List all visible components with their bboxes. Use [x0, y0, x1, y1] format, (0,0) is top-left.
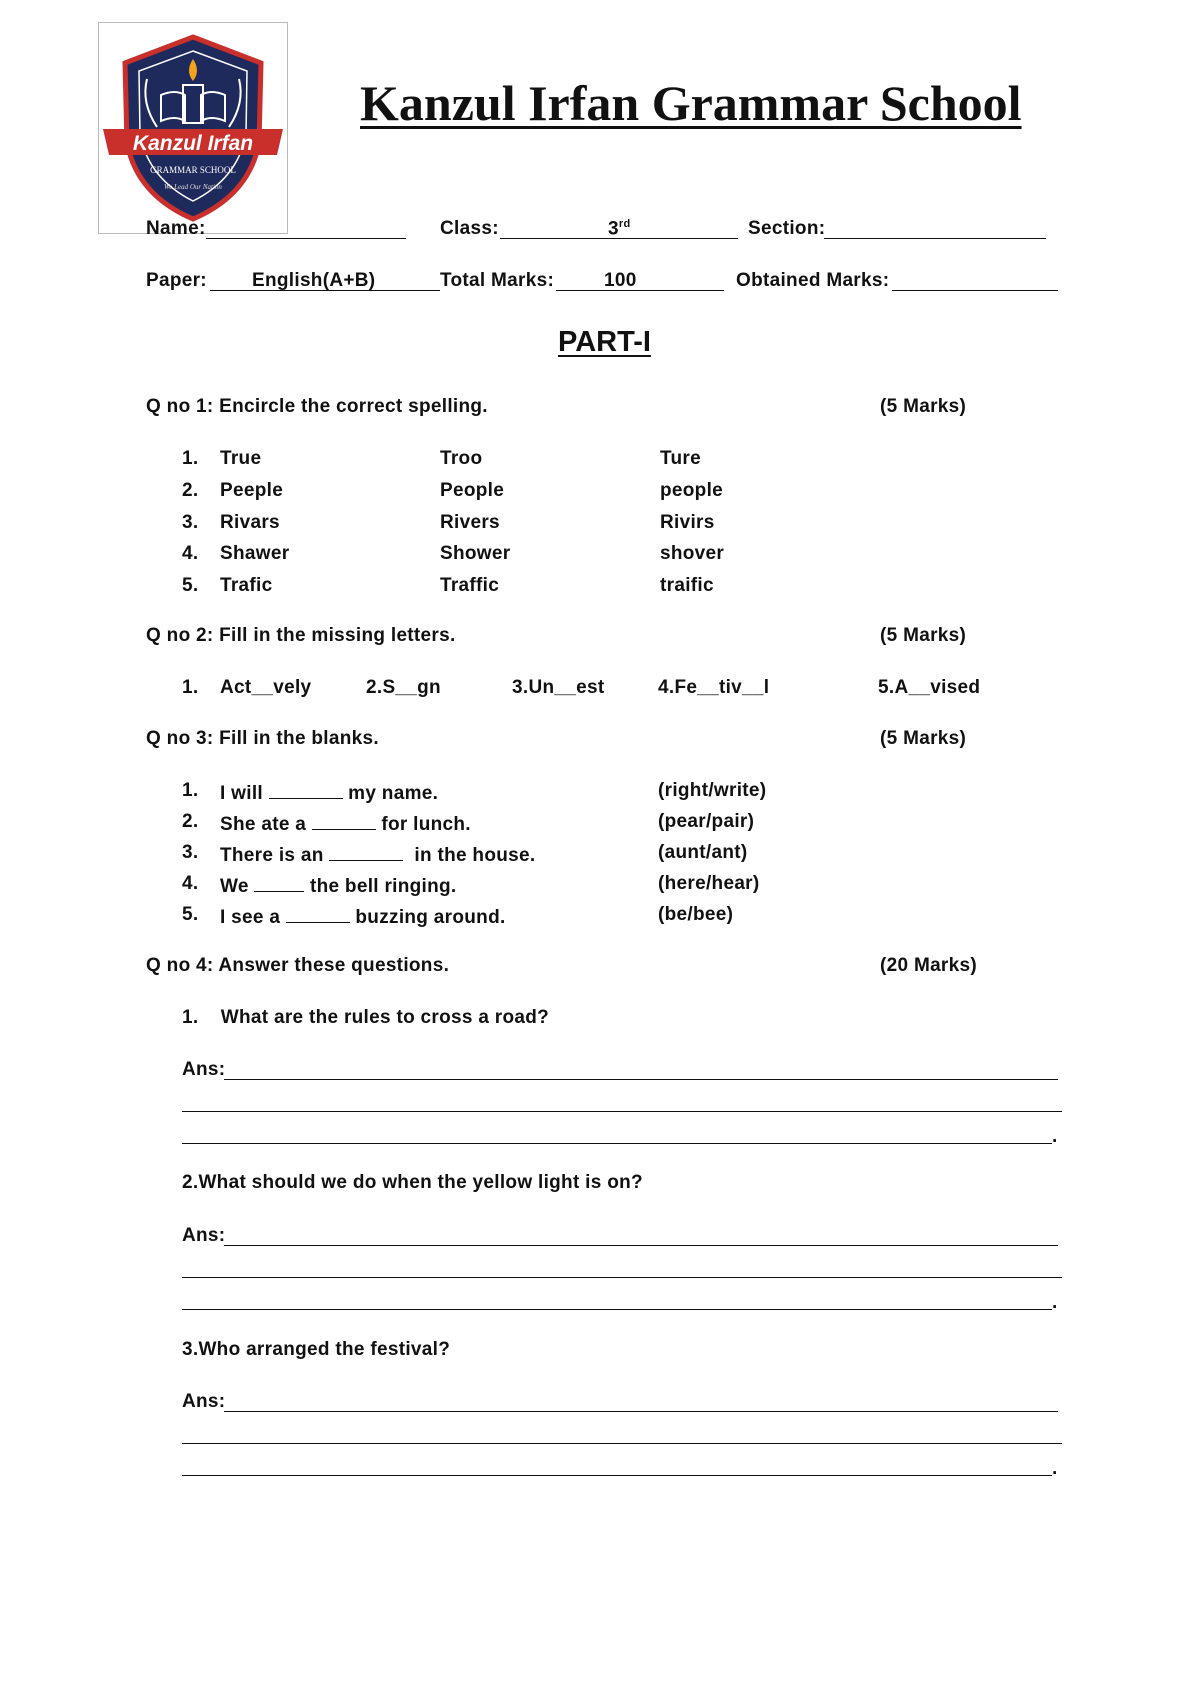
- name-label: Name:: [146, 218, 206, 239]
- school-crest-icon: [99, 23, 287, 233]
- answer-line[interactable]: [224, 1079, 1058, 1080]
- q3-title: Q no 3: Fill in the blanks.: [146, 728, 379, 749]
- q3-blank[interactable]: [286, 904, 350, 923]
- q1-num: 4.: [182, 543, 199, 564]
- q1-option-a[interactable]: Rivars: [220, 512, 280, 533]
- ans-label: Ans:: [182, 1225, 226, 1246]
- obtained-marks-label: Obtained Marks:: [736, 270, 890, 291]
- q4-marks: (20 Marks): [880, 955, 977, 976]
- q1-option-c[interactable]: Rivirs: [660, 512, 715, 533]
- q3-options: (here/hear): [658, 873, 760, 894]
- q3-sentence: There is an in the house.: [220, 842, 535, 867]
- q1-option-b[interactable]: Rivers: [440, 512, 500, 533]
- q1-option-a[interactable]: Peeple: [220, 480, 284, 501]
- answer-line[interactable]: [182, 1143, 1052, 1144]
- answer-end-dot: .: [1052, 1292, 1058, 1313]
- logo-name-text: Kanzul Irfan: [132, 132, 254, 155]
- q1-option-c[interactable]: shover: [660, 543, 725, 564]
- total-marks-label: Total Marks:: [440, 270, 555, 291]
- q1-num: 3.: [182, 512, 199, 533]
- q1-option-b[interactable]: Shower: [440, 543, 511, 564]
- q3-blank[interactable]: [312, 811, 376, 830]
- answer-line[interactable]: [182, 1111, 1062, 1112]
- class-label: Class:: [440, 218, 499, 239]
- answer-end-dot: .: [1052, 1126, 1058, 1147]
- answer-line[interactable]: [224, 1245, 1058, 1246]
- q1-num: 2.: [182, 480, 199, 501]
- q1-option-a[interactable]: True: [220, 448, 262, 469]
- q3-options: (right/write): [658, 780, 767, 801]
- answer-line[interactable]: [224, 1411, 1058, 1412]
- school-logo: [98, 22, 288, 234]
- paper-label: Paper:: [146, 270, 207, 291]
- ans-label: Ans:: [182, 1391, 226, 1412]
- q1-option-b[interactable]: People: [440, 480, 505, 501]
- q3-sentence: We the bell ringing.: [220, 873, 457, 898]
- q3-num: 2.: [182, 811, 199, 832]
- q3-options: (be/bee): [658, 904, 734, 925]
- q3-num: 5.: [182, 904, 199, 925]
- answer-end-dot: .: [1052, 1458, 1058, 1479]
- q1-option-a[interactable]: Shawer: [220, 543, 290, 564]
- answer-line[interactable]: [182, 1309, 1052, 1310]
- q1-option-c[interactable]: people: [660, 480, 724, 501]
- q4-question-1: 1. What are the rules to cross a road?: [182, 1007, 550, 1028]
- q1-option-b[interactable]: Troo: [440, 448, 483, 469]
- school-title: Kanzul Irfan Grammar School: [360, 75, 1022, 131]
- q4-question-2: 2.What should we do when the yellow light is on?: [182, 1172, 643, 1193]
- section-label: Section:: [748, 218, 826, 239]
- q3-sentence: I see a buzzing around.: [220, 904, 506, 929]
- q2-item[interactable]: 3.Un__est: [512, 677, 605, 698]
- answer-line[interactable]: [182, 1475, 1052, 1476]
- q3-num: 1.: [182, 780, 199, 801]
- q1-num: 5.: [182, 575, 199, 596]
- q1-num: 1.: [182, 448, 199, 469]
- logo-subtitle-text: GRAMMAR SCHOOL: [150, 165, 236, 175]
- q2-item[interactable]: 2.S__gn: [366, 677, 441, 698]
- q3-marks: (5 Marks): [880, 728, 967, 749]
- answer-line[interactable]: [182, 1443, 1062, 1444]
- q3-sentence: She ate a for lunch.: [220, 811, 471, 836]
- name-field-line[interactable]: [206, 238, 406, 239]
- class-value: 3rd: [608, 218, 631, 240]
- q3-num: 3.: [182, 842, 199, 863]
- total-marks-line: [556, 290, 724, 291]
- q2-marks: (5 Marks): [880, 625, 967, 646]
- q3-blank[interactable]: [269, 780, 343, 799]
- logo-motto-text: We Lead Our Nation: [164, 183, 222, 191]
- answer-line[interactable]: [182, 1277, 1062, 1278]
- q2-item[interactable]: Act__vely: [220, 677, 312, 698]
- obtained-marks-line[interactable]: [892, 290, 1058, 291]
- q2-item[interactable]: 5.A__vised: [878, 677, 981, 698]
- paper-value: English(A+B): [252, 270, 376, 291]
- ans-label: Ans:: [182, 1059, 226, 1080]
- part-title: PART-I: [558, 326, 651, 358]
- q4-title: Q no 4: Answer these questions.: [146, 955, 450, 976]
- q1-marks: (5 Marks): [880, 396, 967, 417]
- q3-options: (aunt/ant): [658, 842, 748, 863]
- q1-option-a[interactable]: Trafic: [220, 575, 273, 596]
- q3-options: (pear/pair): [658, 811, 755, 832]
- total-marks-value: 100: [604, 270, 637, 291]
- q3-sentence: I will my name.: [220, 780, 438, 805]
- q2-item[interactable]: 4.Fe__tiv__l: [658, 677, 770, 698]
- q4-question-3: 3.Who arranged the festival?: [182, 1339, 451, 1360]
- q3-blank[interactable]: [254, 873, 304, 892]
- q1-option-c[interactable]: Ture: [660, 448, 701, 469]
- q1-title: Q no 1: Encircle the correct spelling.: [146, 396, 488, 417]
- q3-blank[interactable]: [329, 842, 403, 861]
- q3-num: 4.: [182, 873, 199, 894]
- q1-option-b[interactable]: Traffic: [440, 575, 500, 596]
- q2-title: Q no 2: Fill in the missing letters.: [146, 625, 456, 646]
- q1-option-c[interactable]: traific: [660, 575, 714, 596]
- q2-num: 1.: [182, 677, 199, 698]
- section-field-line[interactable]: [824, 238, 1046, 239]
